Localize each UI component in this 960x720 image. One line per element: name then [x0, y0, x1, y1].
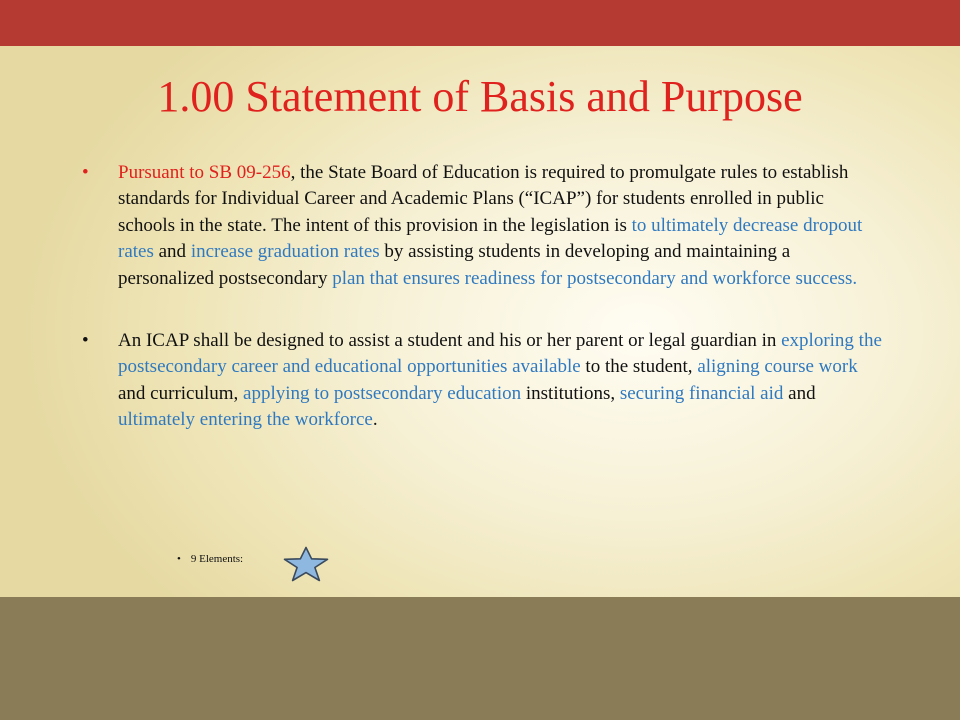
bullet-text-segment: applying to postsecondary education: [243, 382, 522, 404]
bullet-text-segment: and: [153, 241, 191, 263]
sub-bullet-nine-elements: [177, 552, 243, 566]
bullet-text-segment: to the student,: [580, 356, 698, 378]
bullet-item-icap: [82, 328, 882, 434]
slide-title: 1.00 Statement of Basis and Purpose: [157, 72, 803, 121]
bullet-marker: •: [82, 162, 89, 183]
bullet-text-segment: to ultimately decrease dropout rates: [118, 214, 863, 263]
star-shape: [285, 548, 328, 581]
bullet-text-segment: .: [372, 409, 378, 431]
star-icon[interactable]: [283, 546, 329, 582]
bullet-text-segment: institutions,: [521, 382, 620, 404]
bullet-text-segment: plan that ensures readiness for postsecondary and workforce success.: [332, 267, 858, 289]
top-accent-bar: [0, 0, 960, 46]
slide-body: [82, 160, 882, 434]
bullet-text-segment: ultimately entering the workforce: [118, 409, 373, 431]
sub-bullet-marker: •: [177, 553, 181, 565]
sub-bullet-label: 9 Elements:: [190, 553, 244, 565]
bullet-text-segment: Pursuant to SB 09-256: [118, 162, 291, 183]
bottom-band: [0, 597, 960, 720]
bullet-text-segment: by assisting students in developing and maintaining a personalized postsecondary: [118, 241, 791, 289]
bullet-text-segment: aligning course work: [697, 356, 858, 378]
bullet-text-segment: exploring the postsecondary career and educational opportunities available: [118, 330, 882, 378]
bullet-text-segment: securing financial aid: [619, 382, 784, 404]
bullet-text-segment: and: [783, 382, 816, 404]
bullet-text-segment: , the State Board of Education is required to promulgate rules to establish standards for Individual Career and Academic Plans (“ICAP”) for students enrolled in public schools in the state. The intent of this provision in the legislation is: [118, 162, 849, 236]
bullet-text-segment: and curriculum,: [118, 382, 244, 404]
bullet-text-segment: increase graduation rates: [190, 241, 380, 263]
bullet-text-segment: An ICAP shall be designed to assist a student and his or her parent or legal guardian in: [118, 330, 782, 352]
bullet-marker: •: [82, 330, 89, 352]
bullet-item-sb-09-256: [82, 160, 882, 292]
